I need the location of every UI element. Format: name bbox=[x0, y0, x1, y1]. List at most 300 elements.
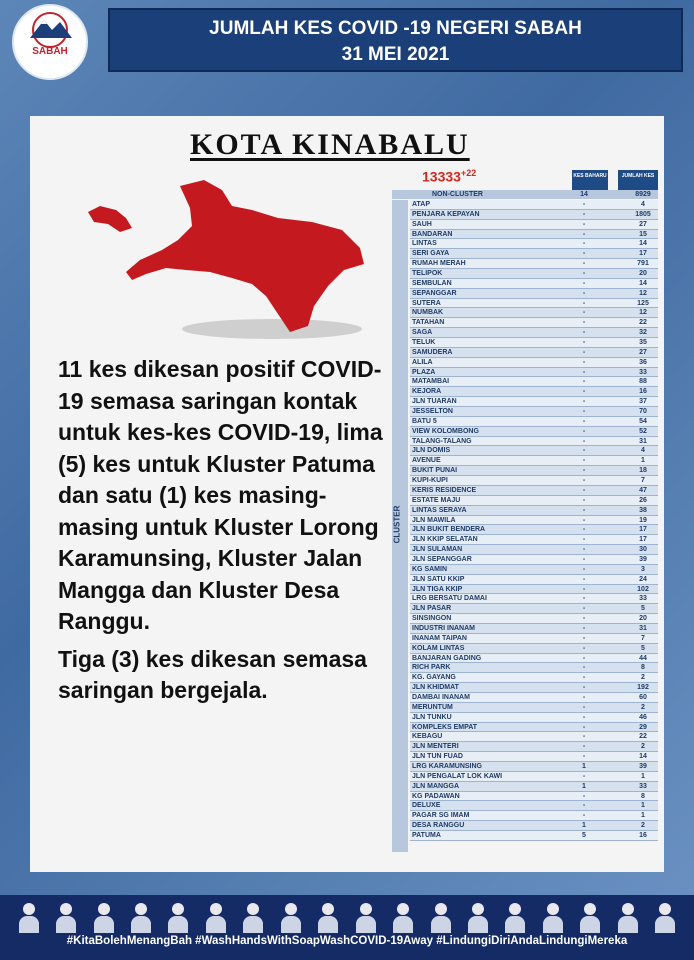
frontliner-icon bbox=[166, 903, 190, 933]
table-row bbox=[410, 782, 658, 792]
table-row bbox=[410, 220, 658, 230]
cluster-total: 5 bbox=[641, 644, 645, 652]
cluster-new: - bbox=[582, 260, 586, 268]
cluster-name: PATUMA bbox=[412, 832, 441, 839]
cluster-total: 2 bbox=[641, 703, 645, 711]
cluster-name: JLN SEPANGGAR bbox=[412, 555, 472, 563]
cluster-total: 2 bbox=[641, 822, 645, 830]
cluster-new: - bbox=[582, 319, 586, 327]
city-title: KOTA KINABALU bbox=[190, 128, 470, 161]
cluster-name: SEPANGGAR bbox=[412, 289, 457, 297]
cluster-name: JLN TIGA KKIP bbox=[412, 585, 463, 593]
cluster-total: 38 bbox=[639, 506, 647, 514]
cluster-name: JLN PASAR bbox=[412, 605, 452, 613]
cluster-name: SERI GAYA bbox=[412, 250, 450, 258]
cluster-name: KEBAGU bbox=[412, 733, 443, 741]
cluster-new: - bbox=[582, 457, 586, 465]
cluster-total: 27 bbox=[639, 220, 647, 228]
table-row bbox=[410, 358, 658, 368]
cluster-label: CLUSTER bbox=[392, 505, 402, 544]
cluster-name: BUKIT PUNAI bbox=[412, 467, 458, 475]
cluster-side-label bbox=[392, 200, 408, 852]
cluster-total: 88 bbox=[639, 378, 647, 386]
cluster-name: INDUSTRI INANAM bbox=[412, 624, 475, 632]
cluster-name: LRG BERSATU DAMAI bbox=[412, 595, 487, 603]
cluster-total: 7 bbox=[641, 634, 645, 642]
cluster-name: BANDARAN bbox=[412, 230, 453, 238]
non-cluster-new: 14 bbox=[580, 191, 588, 198]
non-cluster-row bbox=[392, 190, 658, 199]
table-row bbox=[410, 555, 658, 565]
table-row bbox=[410, 279, 658, 289]
cluster-total: 35 bbox=[639, 339, 647, 347]
cluster-name: JLN MAWILA bbox=[412, 516, 456, 524]
cluster-name: ATAP bbox=[412, 201, 431, 208]
cluster-total: 1805 bbox=[635, 210, 651, 218]
table-row bbox=[410, 742, 658, 752]
cluster-new: - bbox=[582, 526, 586, 534]
cluster-total: 31 bbox=[639, 624, 647, 632]
table-row bbox=[410, 466, 658, 476]
table-row bbox=[410, 417, 658, 427]
frontliner-icon bbox=[316, 903, 340, 933]
table-row bbox=[410, 663, 658, 673]
cluster-new: - bbox=[582, 743, 586, 751]
cluster-new: - bbox=[582, 388, 586, 396]
cluster-total: 52 bbox=[639, 427, 647, 435]
cluster-total: 5 bbox=[641, 605, 645, 613]
cluster-name: JLN SATU KKIP bbox=[412, 575, 465, 583]
cluster-total: 39 bbox=[639, 555, 647, 563]
cluster-total: 22 bbox=[639, 733, 647, 741]
header-banner bbox=[108, 8, 683, 72]
cluster-new: - bbox=[582, 299, 586, 307]
table-row bbox=[410, 703, 658, 713]
summary-paragraph: 11 kes dikesan positif COVID-19 semasa saringan kontak untuk kes-kes COVID-19, lima (5) kes untuk Kluster Patuma dan satu (1) kes masing-masing untuk Kluster Lorong Karamunsing, Kluster Jalan Mangga dan Kluster Desa Ranggu. bbox=[58, 356, 383, 634]
cluster-name: KUPI-KUPI bbox=[412, 477, 448, 485]
cluster-name: SAGA bbox=[412, 329, 433, 337]
table-row bbox=[410, 446, 658, 456]
cluster-new: - bbox=[582, 220, 586, 228]
table-row bbox=[410, 476, 658, 486]
table-row bbox=[410, 407, 658, 417]
logo-text: SABAH bbox=[32, 46, 68, 57]
table-row bbox=[410, 693, 658, 703]
frontliner-figures bbox=[10, 903, 684, 933]
cluster-total: 1 bbox=[641, 457, 645, 465]
frontliner-icon bbox=[616, 903, 640, 933]
frontliner-icon bbox=[354, 903, 378, 933]
table-row bbox=[410, 575, 658, 585]
cluster-total: 27 bbox=[639, 348, 647, 356]
cluster-name: PLAZA bbox=[412, 368, 436, 376]
cluster-name: PAGAR SG IMAM bbox=[412, 812, 470, 820]
table-row bbox=[410, 377, 658, 387]
table-row bbox=[410, 732, 658, 742]
cluster-total: 47 bbox=[639, 486, 647, 494]
table-row bbox=[410, 752, 658, 762]
cluster-name: ESTATE MAJU bbox=[412, 496, 461, 504]
cluster-name: SEMBULAN bbox=[412, 279, 452, 287]
cluster-name: JLN BUKIT BENDERA bbox=[412, 526, 486, 534]
table-row bbox=[410, 328, 658, 338]
cluster-new: - bbox=[582, 486, 586, 494]
cluster-name: MATAMBAI bbox=[412, 378, 450, 386]
cluster-name: KOLAM LINTAS bbox=[412, 644, 465, 652]
cluster-new: - bbox=[582, 674, 586, 682]
cluster-new: 5 bbox=[582, 832, 586, 839]
cluster-total: 36 bbox=[639, 358, 647, 366]
table-row bbox=[410, 535, 658, 545]
cluster-new: - bbox=[582, 703, 586, 711]
total-new: +22 bbox=[460, 168, 477, 178]
cluster-new: - bbox=[582, 753, 586, 761]
cluster-name: AVENUE bbox=[412, 457, 441, 465]
table-row bbox=[410, 762, 658, 772]
table-row bbox=[410, 318, 658, 328]
table-row bbox=[410, 210, 658, 220]
footer-banner bbox=[0, 895, 694, 960]
cluster-total: 29 bbox=[639, 723, 647, 731]
table-row bbox=[410, 673, 658, 683]
summary-paragraph: Tiga (3) kes dikesan semasa saringan bergejala. bbox=[58, 645, 367, 703]
cluster-name: JLN MANGGA bbox=[412, 782, 460, 790]
cluster-total: 14 bbox=[639, 753, 647, 761]
col-header-total: JUMLAH KES bbox=[618, 170, 658, 190]
cluster-new: - bbox=[582, 792, 586, 800]
cluster-new: - bbox=[582, 575, 586, 583]
cluster-new: - bbox=[582, 585, 586, 593]
cluster-total: 1 bbox=[641, 802, 645, 810]
table-row bbox=[410, 604, 658, 614]
cluster-total: 24 bbox=[639, 575, 647, 583]
cluster-total: 8 bbox=[641, 792, 645, 800]
cluster-total: 4 bbox=[641, 447, 645, 455]
cluster-total: 22 bbox=[639, 319, 647, 327]
cluster-new: - bbox=[582, 279, 586, 287]
cluster-total: 15 bbox=[639, 230, 647, 238]
cluster-new: - bbox=[582, 437, 586, 445]
frontliner-icon bbox=[54, 903, 78, 933]
cluster-new: - bbox=[582, 289, 586, 297]
cluster-name: SUTERA bbox=[412, 299, 441, 307]
cluster-total: 17 bbox=[639, 250, 647, 258]
cluster-new: - bbox=[582, 230, 586, 238]
table-row bbox=[410, 565, 658, 575]
cluster-new: - bbox=[582, 595, 586, 603]
cluster-new: - bbox=[582, 615, 586, 623]
cluster-total: 1 bbox=[641, 772, 645, 780]
table-row bbox=[410, 496, 658, 506]
cluster-new: - bbox=[582, 398, 586, 406]
cluster-new: - bbox=[582, 250, 586, 258]
cluster-name: RICH PARK bbox=[412, 664, 451, 672]
logo bbox=[12, 4, 88, 80]
cluster-new: - bbox=[582, 516, 586, 524]
table-row bbox=[410, 683, 658, 693]
frontliner-icon bbox=[578, 903, 602, 933]
table-row bbox=[410, 792, 658, 802]
cluster-new: - bbox=[582, 210, 586, 218]
cluster-total: 31 bbox=[639, 437, 647, 445]
cluster-name: RUMAH MERAH bbox=[412, 260, 466, 268]
cluster-total: 14 bbox=[639, 279, 647, 287]
cluster-new: - bbox=[582, 368, 586, 376]
table-row bbox=[410, 427, 658, 437]
cluster-total: 192 bbox=[637, 684, 649, 692]
cluster-total: 70 bbox=[639, 408, 647, 416]
cluster-new: - bbox=[582, 693, 586, 701]
total-value: 13333 bbox=[422, 168, 461, 185]
table-row bbox=[410, 239, 658, 249]
cluster-new: - bbox=[582, 802, 586, 810]
cluster-new: - bbox=[582, 644, 586, 652]
cluster-name: INANAM TAIPAN bbox=[412, 634, 467, 642]
table-row bbox=[410, 456, 658, 466]
cluster-name: JLN SULAMAN bbox=[412, 546, 463, 554]
cluster-rows bbox=[410, 200, 658, 841]
cluster-new: - bbox=[582, 447, 586, 455]
cluster-new: - bbox=[582, 496, 586, 504]
cluster-name: KG SAMIN bbox=[412, 565, 447, 573]
cluster-new: - bbox=[582, 348, 586, 356]
table-row bbox=[410, 585, 658, 595]
cluster-new: - bbox=[582, 339, 586, 347]
cluster-total: 30 bbox=[639, 546, 647, 554]
cluster-name: JLN DOMIS bbox=[412, 447, 451, 455]
cluster-new: - bbox=[582, 555, 586, 563]
cluster-name: LINTAS SERAYA bbox=[412, 506, 467, 514]
cluster-name: SAMUDERA bbox=[412, 348, 453, 356]
cluster-new: 1 bbox=[582, 762, 586, 770]
cluster-name: DAMBAI INANAM bbox=[412, 693, 470, 701]
cluster-new: - bbox=[582, 378, 586, 386]
table-row bbox=[410, 811, 658, 821]
cluster-total: 16 bbox=[639, 388, 647, 396]
table-row bbox=[410, 308, 658, 318]
table-row bbox=[410, 437, 658, 447]
col-header-new: KES BAHARU bbox=[572, 170, 608, 190]
cluster-new: - bbox=[582, 634, 586, 642]
frontliner-icon bbox=[391, 903, 415, 933]
cluster-name: KOMPLEKS EMPAT bbox=[412, 723, 478, 731]
cluster-total: 2 bbox=[641, 674, 645, 682]
hashtags: #KitaBolehMenangBah #WashHandsWithSoapWashCOVID-19Away #LindungiDiriAndaLindungiMereka bbox=[66, 935, 628, 947]
cluster-name: MERUNTUM bbox=[412, 703, 453, 711]
cluster-name: BANJARAN GADING bbox=[412, 654, 482, 662]
cluster-new: - bbox=[582, 201, 586, 208]
table-row bbox=[410, 821, 658, 831]
table-row bbox=[410, 486, 658, 496]
cluster-total: 1 bbox=[641, 812, 645, 820]
table-row bbox=[410, 230, 658, 240]
table-row bbox=[410, 397, 658, 407]
frontliner-icon bbox=[503, 903, 527, 933]
cluster-total: 18 bbox=[639, 467, 647, 475]
table-row bbox=[410, 338, 658, 348]
summary-text bbox=[58, 354, 398, 713]
cluster-name: KEJORA bbox=[412, 388, 442, 396]
cluster-name: JLN MENTERI bbox=[412, 743, 459, 751]
cluster-new: - bbox=[582, 546, 586, 554]
cluster-new: 1 bbox=[582, 782, 586, 790]
table-row bbox=[410, 594, 658, 604]
cluster-new: - bbox=[582, 506, 586, 514]
cluster-name: ALILA bbox=[412, 358, 433, 366]
cluster-total: 32 bbox=[639, 329, 647, 337]
cluster-name: JLN TUARAN bbox=[412, 398, 457, 406]
table-header bbox=[392, 170, 658, 188]
table-row bbox=[410, 801, 658, 811]
table-row bbox=[410, 772, 658, 782]
table-row bbox=[410, 249, 658, 259]
cluster-new: - bbox=[582, 427, 586, 435]
table-row bbox=[410, 614, 658, 624]
table-row bbox=[410, 368, 658, 378]
table-row bbox=[410, 516, 658, 526]
mountain-logo-icon bbox=[14, 8, 86, 48]
frontliner-icon bbox=[204, 903, 228, 933]
table-row bbox=[410, 713, 658, 723]
cluster-name: JLN TUN FUAD bbox=[412, 753, 463, 761]
non-cluster-label: NON-CLUSTER bbox=[432, 191, 483, 198]
table-row bbox=[410, 545, 658, 555]
table-row bbox=[410, 525, 658, 535]
cluster-new: - bbox=[582, 358, 586, 366]
cluster-name: TELUK bbox=[412, 339, 436, 347]
cluster-name: DELUXE bbox=[412, 802, 441, 810]
table-row bbox=[410, 387, 658, 397]
cluster-name: PENJARA KEPAYAN bbox=[412, 210, 480, 218]
frontliner-icon bbox=[92, 903, 116, 933]
cluster-new: - bbox=[582, 624, 586, 632]
cluster-total: 8 bbox=[641, 664, 645, 672]
frontliner-icon bbox=[429, 903, 453, 933]
frontliner-icon bbox=[466, 903, 490, 933]
cluster-new: - bbox=[582, 713, 586, 721]
table-row bbox=[410, 259, 658, 269]
cluster-new: - bbox=[582, 565, 586, 573]
cluster-new: - bbox=[582, 733, 586, 741]
table-row bbox=[410, 634, 658, 644]
cluster-total: 2 bbox=[641, 743, 645, 751]
cluster-name: TALANG-TALANG bbox=[412, 437, 472, 445]
table-row bbox=[410, 624, 658, 634]
cluster-name: KERIS RESIDENCE bbox=[412, 486, 477, 494]
frontliner-icon bbox=[653, 903, 677, 933]
table-row bbox=[410, 200, 658, 210]
frontliner-icon bbox=[241, 903, 265, 933]
cluster-total: 20 bbox=[639, 270, 647, 278]
cluster-name: KG PADAWAN bbox=[412, 792, 460, 800]
cluster-total: 26 bbox=[639, 496, 647, 504]
table-row bbox=[410, 348, 658, 358]
header-date: 31 MEI 2021 bbox=[341, 44, 450, 65]
cluster-name: BATU 5 bbox=[412, 417, 437, 425]
cluster-total: 16 bbox=[639, 832, 647, 839]
cluster-total: 4 bbox=[641, 201, 645, 208]
cluster-name: LRG KARAMUNSING bbox=[412, 762, 482, 770]
table-row bbox=[410, 269, 658, 279]
cluster-total: 102 bbox=[637, 585, 649, 593]
table-row bbox=[410, 654, 658, 664]
cluster-total: 33 bbox=[639, 368, 647, 376]
cluster-new: - bbox=[582, 309, 586, 317]
cluster-name: TATAHAN bbox=[412, 319, 445, 327]
cluster-new: - bbox=[582, 772, 586, 780]
cluster-total: 54 bbox=[639, 417, 647, 425]
cluster-new: - bbox=[582, 467, 586, 475]
frontliner-icon bbox=[17, 903, 41, 933]
table-row bbox=[410, 506, 658, 516]
cluster-name: SAUH bbox=[412, 220, 432, 228]
table-row bbox=[410, 289, 658, 299]
cluster-total: 37 bbox=[639, 398, 647, 406]
frontliner-icon bbox=[129, 903, 153, 933]
cluster-new: - bbox=[582, 664, 586, 672]
content-panel bbox=[30, 116, 664, 872]
cluster-new: - bbox=[582, 536, 586, 544]
cluster-name: KG. GAYANG bbox=[412, 674, 456, 682]
cluster-total: 125 bbox=[637, 299, 649, 307]
cluster-name: JLN TUNKU bbox=[412, 713, 452, 721]
header-title: JUMLAH KES COVID -19 NEGERI SABAH bbox=[209, 18, 582, 39]
cluster-new: - bbox=[582, 240, 586, 248]
cluster-total: 44 bbox=[639, 654, 647, 662]
cluster-name: JLN KKIP SELATAN bbox=[412, 536, 478, 544]
cluster-total: 60 bbox=[639, 693, 647, 701]
cluster-name: SINSINGON bbox=[412, 615, 452, 623]
cluster-total: 33 bbox=[639, 782, 647, 790]
cluster-total: 17 bbox=[639, 526, 647, 534]
cluster-new: - bbox=[582, 477, 586, 485]
cluster-name: LINTAS bbox=[412, 240, 437, 248]
cluster-total: 39 bbox=[639, 762, 647, 770]
table-row bbox=[410, 644, 658, 654]
cluster-new: - bbox=[582, 408, 586, 416]
cluster-new: - bbox=[582, 329, 586, 337]
table-row bbox=[410, 723, 658, 733]
cluster-total: 20 bbox=[639, 615, 647, 623]
cluster-new: 1 bbox=[582, 822, 586, 830]
cluster-total: 46 bbox=[639, 713, 647, 721]
district-map-icon bbox=[82, 174, 382, 349]
cluster-new: - bbox=[582, 605, 586, 613]
cluster-total: 17 bbox=[639, 536, 647, 544]
cluster-new: - bbox=[582, 417, 586, 425]
non-cluster-total: 8929 bbox=[635, 191, 651, 198]
cluster-total: 12 bbox=[639, 309, 647, 317]
cluster-name: JLN KHIDMAT bbox=[412, 684, 459, 692]
cluster-total: 3 bbox=[641, 565, 645, 573]
cluster-new: - bbox=[582, 723, 586, 731]
frontliner-icon bbox=[279, 903, 303, 933]
cluster-total: 791 bbox=[637, 260, 649, 268]
cluster-total: 14 bbox=[639, 240, 647, 248]
table-row bbox=[410, 299, 658, 309]
cluster-new: - bbox=[582, 270, 586, 278]
cluster-total: 19 bbox=[639, 516, 647, 524]
cluster-name: DESA RANGGU bbox=[412, 822, 465, 830]
cluster-name: TELIPOK bbox=[412, 270, 443, 278]
cluster-name: VIEW KOLOMBONG bbox=[412, 427, 479, 435]
cluster-name: JESSELTON bbox=[412, 408, 453, 416]
cluster-total: 7 bbox=[641, 477, 645, 485]
cluster-name: JLN PENGALAT LOK KAWI bbox=[412, 772, 503, 780]
cluster-new: - bbox=[582, 684, 586, 692]
frontliner-icon bbox=[541, 903, 565, 933]
cluster-total: 12 bbox=[639, 289, 647, 297]
